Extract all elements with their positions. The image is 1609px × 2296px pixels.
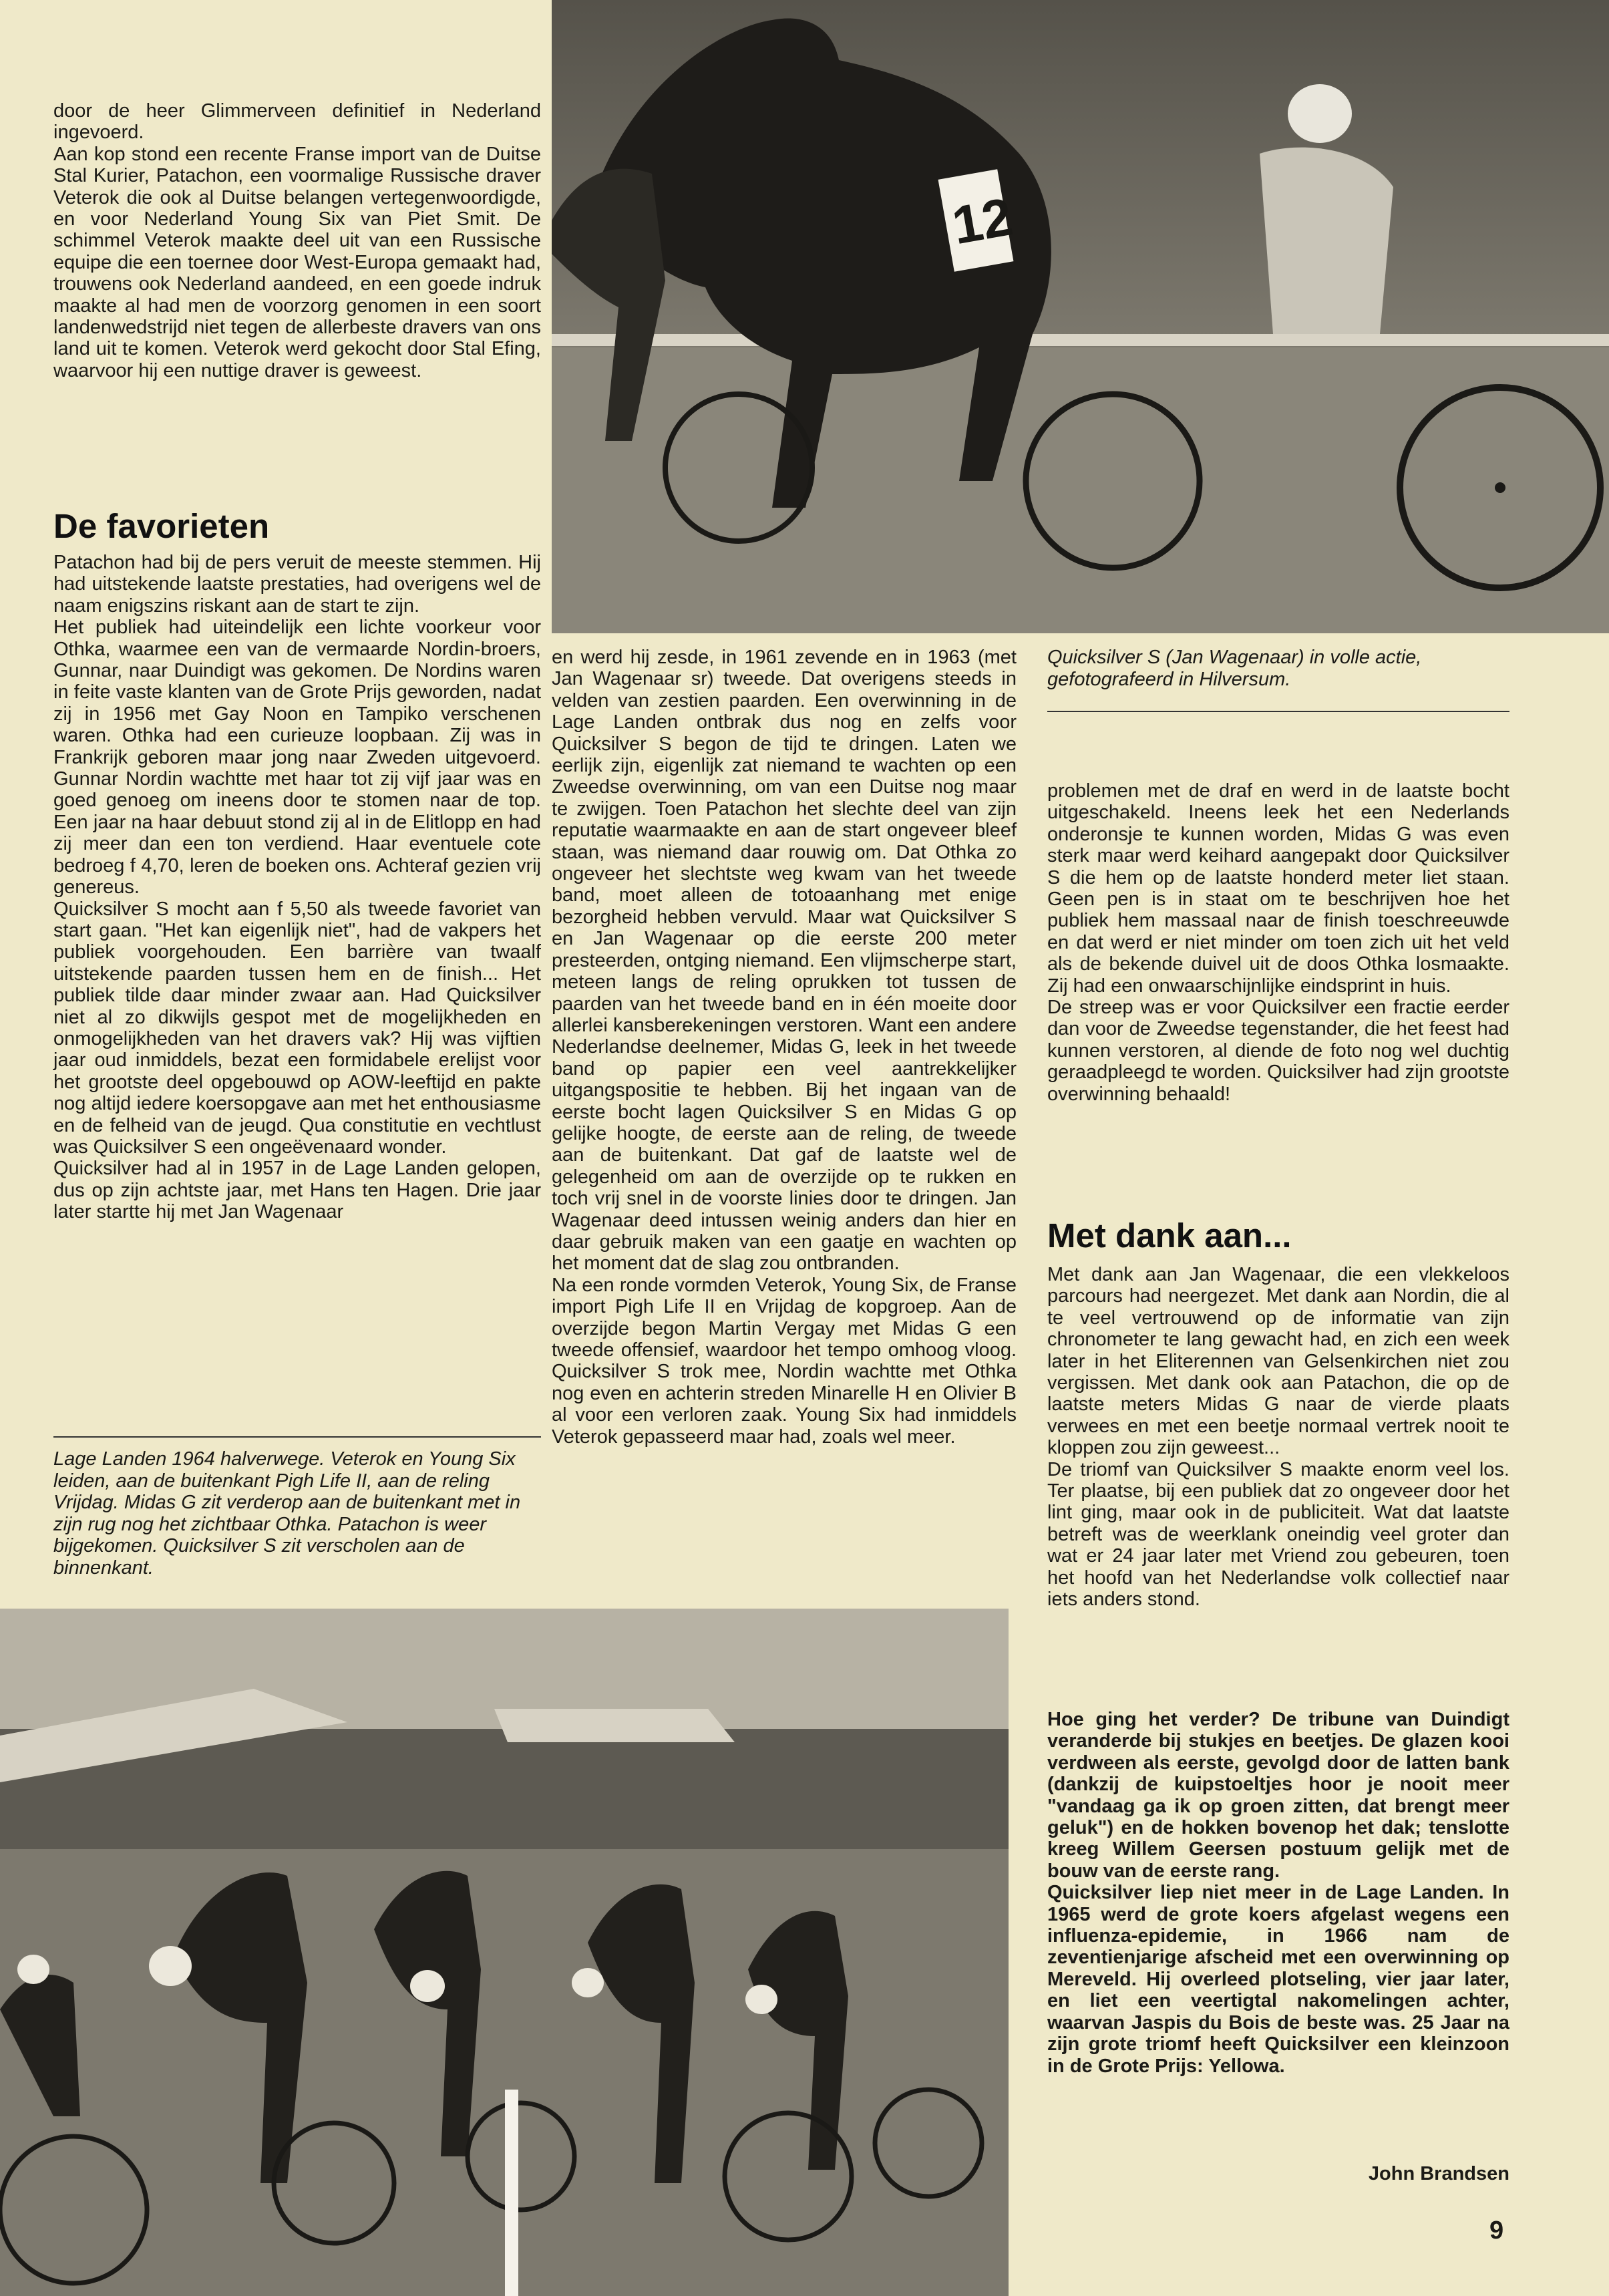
column-2 [552, 647, 1017, 1448]
svg-text:12: 12 [948, 186, 1017, 256]
paragraph: Quicksilver had al in 1957 in de Lage Landen gelopen, dus op zijn achtste jaar, met Hans ten Hagen. Drie jaar later startte hij met Jan Wagenaar [53, 1158, 541, 1223]
column-1-intro [53, 100, 541, 381]
paragraph: problemen met de draf en werd in de laatste bocht uitgeschakeld. Ineens leek het een Nederlands onderonsje te kunnen worden, Midas G was even sterk maar werd keihard aangepakt door Quicksilver S die hem op de laatste honderd meter liet staan. Geen pen is in staat om te beschrijven hoe het publiek hem massaal naar de finish toeschreeuwde en dat werd er niet minder om toen zich uit het veld als de bekende duivel uit de doos Othka losmaakte. Zij had een onwaarschijnlijke eindsprint in huis. [1047, 780, 1509, 997]
column-3 [1047, 780, 1509, 1105]
column-3-epilogue [1047, 1709, 1509, 2077]
paragraph: Aan kop stond een recente Franse import van de Duitse Stal Kurier, Patachon, een voormalige Russische draver Veterok die ook al Duitse belangen vertegenwoordigde, en voor Nederland Young Six van Piet Smit. De schimmel Veterok maakte deel uit van een Russische equipe die een toernee door West-Europa gemaakt had, trouwens ook Nederland aandeed, en een goede indruk maakte al had men de voorzorg genomen in een soort landenwedstrijd niet tegen de allerbeste dravers van ons land uit te komen. Veterok werd gekocht door Stal Efing, waarvoor hij een nuttige draver is geweest. [53, 143, 541, 381]
paragraph: Quicksilver S mocht aan f 5,50 als tweede favoriet van start gaan. "Het kan eigenlijk niet", had de vakpers het publiek voorgehouden. Een barrière van twaalf uitstekende paarden tussen hem en de finish... Het publiek tilde daar minder zwaar aan. Had Quicksilver niet al zo dikwijls gespot met de mogelijkheden en onmogelijkheden van het dravers vak? Hij was vijftien jaar oud inmiddels, bezat een formidabele erelijst voor het grootste deel opgebouwd op AOW-leeftijd en pakte nog altijd iedere koersopgave aan met het enthousiasme en de felheid van de jeugd. Qua constitutie en vechtlust was Quicksilver S een ongeëvenaard wonder. [53, 898, 541, 1158]
page-number: 9 [1489, 2217, 1504, 2245]
caption-divider [53, 1436, 541, 1438]
paragraph: Patachon had bij de pers veruit de meeste stemmen. Hij had uitstekende laatste prestaties, had overigens wel de naam enigszins riskant aan de start te zijn. [53, 552, 541, 617]
paragraph: De streep was er voor Quicksilver een fractie eerder dan voor de Zweedse tegenstander, die het feest had kunnen verstoren, al diende de foto nog wel duchtig geraadpleegd te worden. Quicksilver had zijn grootste overwinning behaald! [1047, 997, 1509, 1105]
photo-lage-landen-race [0, 1609, 1009, 2296]
caption-lage-landen: Lage Landen 1964 halverwege. Veterok en Young Six leiden, aan de buitenkant Pigh Life II, aan de reling Vrijdag. Midas G zit verderop aan de buitenkant met in zijn rug nog het zichtbaar Othka. Patachon is weer bijgekomen. Quicksilver S zit verscholen aan de binnenkant. [53, 1448, 521, 1579]
caption-quicksilver: Quicksilver S (Jan Wagenaar) in volle actie, gefotografeerd in Hilversum. [1047, 647, 1422, 690]
photo-quicksilver-action [552, 0, 1609, 633]
column-1-favorieten [53, 552, 541, 1223]
paragraph: Na een ronde vormden Veterok, Young Six, de Franse import Pigh Life II en Vrijdag de kopgroep. Aan de overzijde begon Martin Vergay met Midas G een tweede offensief, waardoor het tempo omhoog vloog. Quicksilver S trok mee, Nordin wachtte met Othka nog even en achterin streden Minarelle H en Olivier B al voor een verloren zaak. Young Six had inmiddels Veterok gepasseerd maar had, zoals wel meer. [552, 1274, 1017, 1448]
paragraph: De triomf van Quicksilver S maakte enorm veel los. Ter plaatse, bij een publiek dat zo ongeveer door het lint ging, maar ook in de publiciteit. Wat dat laatste betreft was de weerklank oneindig veel groter dan wat er 24 jaar later met Vriend zou gebeuren, toen het hoofd van het Nederlandse volk collectief naar iets anders stond. [1047, 1458, 1509, 1611]
paragraph: en werd hij zesde, in 1961 zevende en in 1963 (met Jan Wagenaar sr) tweede. Dat overigens steeds in velden van zestien paarden. Een overwinning in de Lage Landen ontbrak dus nog en zelfs voor Quicksilver S begon de tijd te dringen. Laten we eerlijk zijn, eigenlijk zat niemand te wachten op een Zweedse overwinning, om van een Duitse nog maar te zwijgen. Toen Patachon het slechte deel van zijn reputatie waarmaakte en aan de start ongeveer bleef staan, was niemand daar rouwig om. Dat Othka zo ongeveer het slechtste weg kwam van het tweede band, moet alleen de totoaanhang met enige bezorgheid hebben vervuld. Maar wat Quicksilver S en Jan Wagenaar op die eerste 200 meter presteerden, ontging niemand. Een vlijmscherpe start, meteen langs de reling oprukken tot tussen de paarden van het tweede band en in één moeite door allerlei kansberekeningen verstoren. Want een andere Nederlandse deelnemer, Midas G, leek in het tweede band op papier een veel aantrekkelijker uitgangspositie te hebben. Bij het ingaan van de eerste bocht lagen Quicksilver S en Midas G op gelijke hoogte, de eerste aan de reling, de tweede aan de buitenkant. Dat gaf de laatste wel de gelegenheid om aan de overzijde op te rukken en toch vrij snel in de voorste linies door te dringen. Jan Wagenaar deed intussen weinig anders dan hier en daar gebruik maken van een gaatje en wachten op het moment dat de slag zou ontbranden. [552, 647, 1017, 1275]
section-heading-met-dank-aan: Met dank aan... [1047, 1216, 1292, 1255]
paragraph: Quicksilver liep niet meer in de Lage Landen. In 1965 werd de grote koers afgelast wegens een influenza-epidemie, in 1966 nam de zeventienjarige afscheid met een overwinning op Mereveld. Hij overleed plotseling, vier jaar later, en liet een veertigtal nakomelingen achter, waarvan Jaspis du Bois de beste was. 25 Jaar na zijn grote triomf heeft Quicksilver een kleinzoon in de Grote Prijs: Yellowa. [1047, 1882, 1509, 2077]
caption-divider [1047, 711, 1509, 712]
section-heading-favorieten: De favorieten [53, 507, 270, 545]
column-3-dank [1047, 1264, 1509, 1611]
paragraph: Met dank aan Jan Wagenaar, die een vlekkeloos parcours had neergezet. Met dank aan Nordin, die al te veel vertrouwend op de informatie van zijn chronometer te lang gewacht had, en zich een week later in het Eliterennen van Gelsenkirchen niet zou vergissen. Met dank ook aan Patachon, die op de laatste meters Midas G naar de vierde plaats verwees en met een beetje normaal vertrek nooit te kloppen zou zijn geweest... [1047, 1264, 1509, 1459]
paragraph: Het publiek had uiteindelijk een lichte voorkeur voor Othka, waarmee een van de vermaarde Nordin-broers, Gunnar, naar Duindigt was gekomen. De Nordins waren in feite vaste klanten van de Grote Prijs geworden, nadat zij in 1956 met Gay Noon en Tampiko verschenen waren. Othka had een curieuze loopbaan. Zij was in Frankrijk geboren maar jong naar Zweden uitgevoerd. Gunnar Nordin wachtte met haar tot zij vijf jaar was en goed genoeg om ineens door te stomen naar de top. Een jaar na haar debuut stond zij al in de Elitlopp en had zij meer dan een ton verdiend. Haar eventuele cote bedroeg f 4,70, leren de boeken ons. Achteraf gezien vrij genereus. [53, 617, 541, 898]
paragraph: door de heer Glimmerveen definitief in Nederland ingevoerd. [53, 100, 541, 144]
author-byline: John Brandsen [1368, 2163, 1509, 2184]
paragraph: Hoe ging het verder? De tribune van Duindigt veranderde bij stukjes en beetjes. De glazen kooi verdween als eerste, gevolgd door de latten bank (dankzij de kuipstoeltjes hoor je nooit meer "vandaag ga ik op groen zitten, dat brengt meer geluk") en de hokken bovenop het dak; tenslotte kreeg Willem Geersen postuum gelijk met de bouw van de eerste rang. [1047, 1709, 1509, 1882]
